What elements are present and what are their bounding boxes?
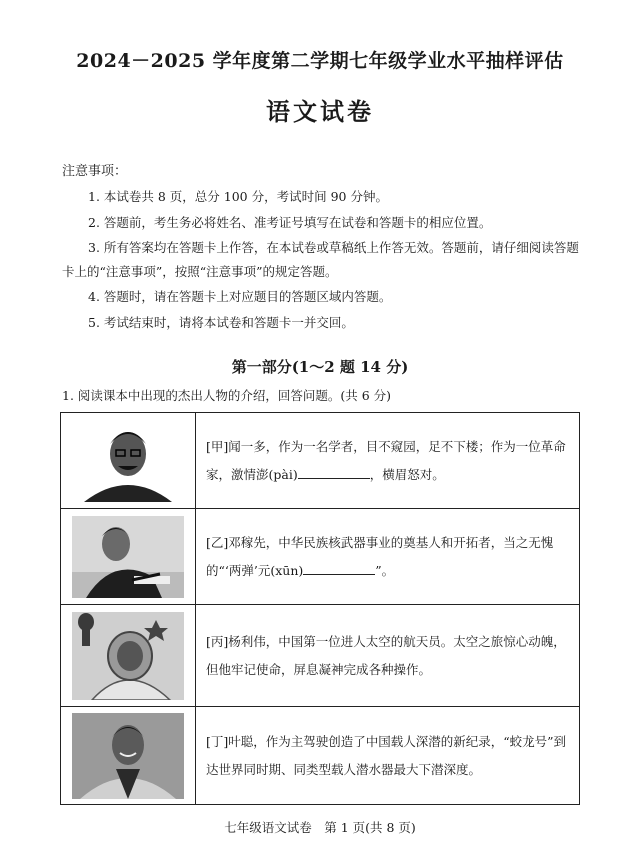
figure-row xyxy=(61,707,580,805)
notes-heading: 注意事项： xyxy=(62,164,128,179)
figure-text xyxy=(196,605,580,707)
note-item: 4. 答题时，请在答题卡上对应题目的答题区域内答题。 xyxy=(88,289,392,304)
figure-text-main: [甲]闻一多，作为一名学者，目不窥园，足不下楼；作为一位革命家，激情澎(pài) xyxy=(206,438,566,482)
exam-title: 2024－2025 学年度第二学期七年级学业水平抽样评估 xyxy=(76,50,564,72)
photo-cell xyxy=(61,605,196,707)
photo-cell xyxy=(61,509,196,605)
answer-blank xyxy=(298,464,370,479)
note-item: 3. 所有答案均在答题卡上作答，在本试卷或草稿纸上作答无效。答题前，请仔细阅读答题卡上的“注意事项”，按照“注意事项”的规定答题。 xyxy=(62,240,579,279)
note-item: 2. 答题前，考生务必将姓名、准考证号填写在试卷和答题卡的相应位置。 xyxy=(88,215,492,230)
exam-subject: 语文试卷 xyxy=(266,97,374,126)
portrait-photo xyxy=(72,420,184,502)
figure-text xyxy=(196,509,580,605)
photo-cell xyxy=(61,707,196,805)
figure-text xyxy=(196,413,580,509)
notes-list xyxy=(62,184,582,336)
figure-row xyxy=(61,605,580,707)
question-1-prompt: 1. 阅读课本中出现的杰出人物的介绍，回答问题。(共 6 分) xyxy=(62,388,392,403)
photo-cell xyxy=(61,413,196,509)
figure-row xyxy=(61,509,580,605)
figure-text-tail: ”。 xyxy=(375,562,395,578)
figure-text-main: [乙]邓稼先，中华民族核武器事业的奠基人和开拓者，当之无愧的“‘两弹’元(xūn) xyxy=(206,534,554,578)
figure-text-main: [丁]叶聪，作为主驾驶创造了中国载人深潜的新纪录，“蛟龙号”到达世界同时期、同类型载人潜水器最大下潜深度。 xyxy=(206,733,567,777)
page-footer: 七年级语文试卷 第 1 页(共 8 页) xyxy=(224,820,416,835)
figures-table xyxy=(60,412,580,805)
figure-text-tail: ，横眉怒对。 xyxy=(369,466,445,482)
part-title: 第一部分(1～2 题 14 分) xyxy=(231,358,409,376)
figure-row xyxy=(61,413,580,509)
figure-text-main: [丙]杨利伟，中国第一位进人太空的航天员。太空之旅惊心动魄，但他牢记使命，屏息凝神完成各种操作。 xyxy=(206,633,566,677)
note-item: 1. 本试卷共 8 页，总分 100 分，考试时间 90 分钟。 xyxy=(88,189,388,204)
portrait-photo xyxy=(72,612,184,700)
answer-blank xyxy=(303,560,375,575)
figure-text xyxy=(196,707,580,805)
note-item: 5. 考试结束时，请将本试卷和答题卡一并交回。 xyxy=(88,315,354,330)
portrait-photo xyxy=(72,516,184,598)
portrait-photo xyxy=(72,713,184,799)
